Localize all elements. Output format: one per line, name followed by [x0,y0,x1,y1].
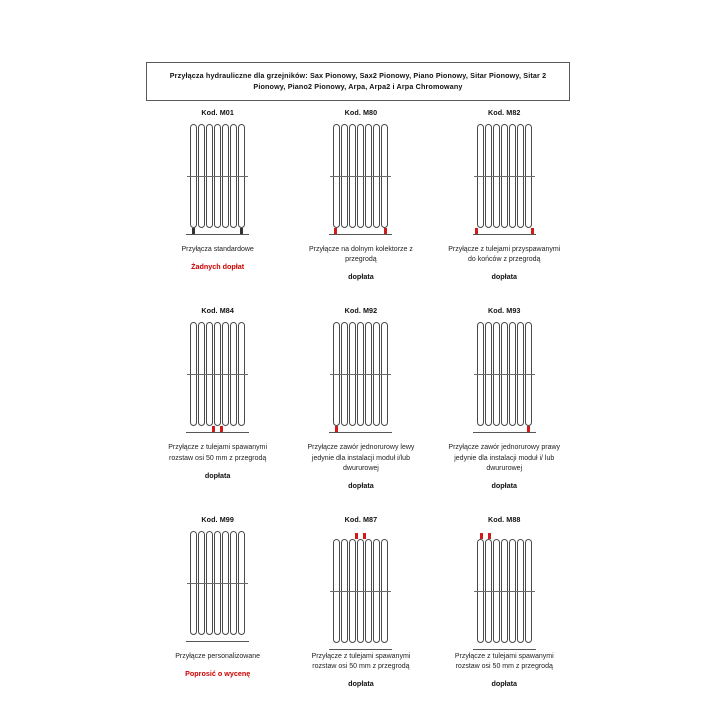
option-price: Żadnych dopłat [191,262,245,272]
option-price: dopłata [204,470,231,480]
option-caption: Przyłącze z tulejami przyspawanymi do końców z przegrodą [448,246,561,264]
option-code: Kod. M84 [201,306,234,316]
option-cell-m80[interactable] [289,108,432,282]
radiator-midline [474,374,535,375]
option-code: Kod. M92 [344,306,378,316]
option-cell-m82[interactable] [433,108,576,282]
connector-mark [220,426,223,432]
radiator-diagram-m82 [477,124,532,236]
radiator-baseline [186,234,249,235]
option-caption: Przyłącze na dolnym kolektorze z przegrodą [308,246,413,264]
option-code: Kod. M80 [344,108,378,117]
connector-mark [355,533,358,539]
option-caption: Przyłącze zawór jednorurowy lewy jedynie dla instalacji moduł i/lub dwururowej [307,444,415,472]
option-price: dopłata [348,679,374,689]
radiator-midline [474,591,535,592]
connector-mark [527,426,530,432]
radiator-midline [187,374,248,375]
grid-row [146,108,576,282]
radiator-baseline [186,432,249,433]
radiator-midline [187,583,248,584]
radiator-diagram-m01 [190,124,245,236]
option-price: dopłata [491,679,518,689]
radiator-midline [330,176,391,177]
option-code: Kod. M99 [201,514,234,524]
option-cell-m88[interactable] [433,515,576,689]
radiator-baseline [186,641,249,642]
radiator-diagram-m84 [190,322,245,434]
option-code: Kod. M01 [201,108,234,117]
option-price: Poprosić o wycenę [185,669,251,678]
option-cell-m01[interactable] [146,108,289,282]
connector-mark [212,426,215,432]
option-code: Kod. M93 [487,306,521,316]
option-code: Kod. M87 [344,514,378,524]
radiator-midline [187,176,248,177]
option-price: dopłata [491,272,518,282]
grid-row [146,306,576,491]
option-price: dopłata [491,480,518,490]
connection-options-grid [146,108,576,689]
option-price: dopłata [348,480,374,490]
connector-mark [334,228,337,234]
radiator-baseline [473,649,536,650]
option-code: Kod. M88 [487,514,521,524]
option-cell-m84[interactable] [146,306,289,491]
radiator-baseline [473,234,536,235]
header-box [146,62,570,101]
connector-mark [475,228,478,234]
radiator-diagram-m93 [477,322,532,434]
option-code: Kod. M82 [487,108,521,117]
option-price: dopłata [348,272,374,282]
connector-mark [192,228,195,234]
radiator-midline [474,176,535,177]
radiator-midline [330,591,391,592]
radiator-baseline [329,234,392,235]
connector-mark [480,533,483,539]
radiator-baseline [329,649,392,650]
connector-mark [240,228,243,234]
connector-mark [531,228,534,234]
row-spacer [146,491,576,515]
radiator-diagram-m92 [333,322,388,434]
option-cell-m93[interactable] [433,306,576,491]
radiator-diagram-m80 [333,124,388,236]
header-title: Przyłącza hydrauliczne dla grzejników: Sax Pionowy, Sax2 Pionowy, Piano Pionowy, Sitar Pionowy, Sitar 2 Pionowy, Piano2 Pionowy, Arpa, Arpa2 i Arpa Chromowany [169,71,547,92]
radiator-diagram-m99 [190,531,245,643]
option-caption: Przyłącze z tulejami spawanymi rozstaw osi 50 mm z przegrodą [168,444,268,462]
connector-mark [488,533,491,539]
connector-mark [335,426,338,432]
row-spacer [146,282,576,306]
option-caption: Przyłącze z tulejami spawanymi rozstaw osi 50 mm z przegrodą [454,652,554,670]
radiator-baseline [329,432,392,433]
option-cell-m87[interactable] [289,515,432,689]
radiator-diagram-m88 [477,531,532,643]
grid-row [146,515,576,689]
option-caption: Przyłącze z tulejami spawanymi rozstaw osi 50 mm z przegrodą [311,652,411,670]
option-cell-m99[interactable] [146,515,289,689]
option-caption: Przyłącza standardowe [181,246,254,253]
connector-mark [363,533,366,539]
option-caption: Przyłącze zawór jednorurowy prawy jedynie dla instalacji moduł i/ lub dwururowej [448,444,561,472]
radiator-baseline [473,432,536,433]
radiator-diagram-m87 [333,531,388,643]
option-cell-m92[interactable] [289,306,432,491]
option-caption: Przyłącze personalizowane [175,652,261,660]
radiator-midline [330,374,391,375]
connector-mark [384,228,387,234]
